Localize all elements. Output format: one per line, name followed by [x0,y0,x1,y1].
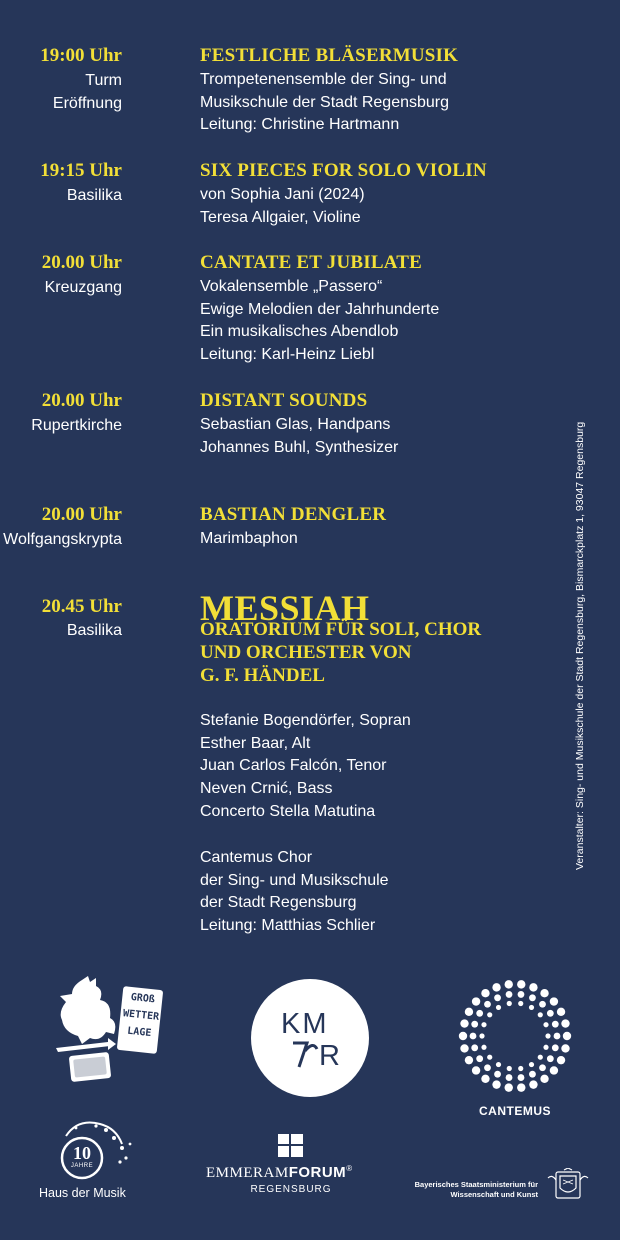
cantemus-dot [529,1062,534,1067]
grosswetterlage-text: GROß WETTER LAGE [122,991,160,1040]
emmeramforum-name-b: FORUM [288,1164,347,1181]
soloist-line: Stefanie Bogendörfer, Sopran [200,712,411,729]
event-venue-note: Eröffnung [52,95,122,112]
cantemus-dot [529,994,536,1001]
event-venue: Turm [85,72,122,89]
cantemus-dot [561,1044,569,1052]
kmr-logo [251,979,369,1097]
cantemus-dot [561,1019,569,1027]
emmeramforum-logo [206,1132,376,1202]
event-venue: Basilika [66,622,122,639]
event-detail-line: Ewige Melodien der Jahrhunderte [200,300,440,318]
emmeramforum-city: REGENSBURG [250,1184,332,1195]
cantemus-dot [540,1075,548,1083]
cantemus-dot [543,1045,548,1050]
cantemus-dot [472,997,480,1005]
cantemus-dot [529,983,537,991]
event-time: 20.00 Uhr [41,504,122,525]
choir-line: Leitung: Matthias Schlier [200,917,376,935]
event-title: BASTIAN DENGLER [200,504,387,525]
cantemus-dot [517,1083,525,1091]
cantemus-dot [517,980,525,988]
cantemus-dot [518,1074,525,1081]
cantemus-dot [460,1019,468,1027]
cantemus-dot [460,1044,468,1052]
event-detail-line: von Sophia Jani (2024) [200,186,365,203]
cantemus-dot [547,1055,554,1062]
ministry-text: Bayerisches Staatsministerium für Wissenschaft und Kunst [414,1180,538,1199]
cantemus-dot [506,1074,513,1081]
event-title: SIX PIECES FOR SOLO VIOLIN [200,160,487,181]
cantemus-dot [471,1044,478,1051]
cantemus-dot [543,1022,548,1027]
event-details [200,184,365,229]
cantemus-dot [487,1012,492,1017]
event-detail-line: Vokalensemble „Passero“ [200,278,383,295]
cantemus-dot [492,1080,500,1088]
soloist-line: Neven Crnić, Bass [200,780,333,798]
event-detail-line: Trompetenensemble der Sing- und [200,71,447,88]
messiah-soloists [200,710,411,824]
messiah-subtitle [200,618,481,687]
event-detail-line: Marimbaphon [200,530,298,547]
cantemus-dot [479,1033,484,1038]
cantemus-dot [550,997,558,1005]
cantemus-dot [518,1066,523,1071]
cantemus-dot [554,1033,561,1040]
cantemus-dot [465,1008,473,1016]
cantemus-ring-icon [455,980,575,1092]
cantemus-dot [481,1045,486,1050]
cantemus-dot [550,1066,558,1074]
cantemus-dot [472,1066,480,1074]
cantemus-dot [552,1044,559,1051]
event-detail-line: Teresa Allgaier, Violine [200,208,361,226]
cantemus-dot [538,1012,543,1017]
event-detail-line: Ein musikalisches Abendlob [200,323,399,341]
cantemus-dot [545,1033,550,1038]
event-title: CANTATE ET JUBILATE [200,252,423,273]
event-title: FESTLICHE BLÄSERMUSIK [200,45,459,66]
cantemus-dot [529,1005,534,1010]
kmr-logo-bottom: R [319,1040,340,1072]
cantemus-dot [505,1083,513,1091]
emmeramforum-registered-mark: ® [346,1164,353,1173]
cantemus-dot [459,1032,467,1040]
haus-der-musik-label: Haus der Musik [39,1186,126,1200]
cantemus-dot [476,1010,483,1017]
haus-der-musik-sub: JAHRE [70,1163,94,1169]
cantemus-dot [494,994,501,1001]
event-venue: Basilika [66,187,122,204]
choir-line: Cantemus Chor [200,849,313,866]
soloist-line: Juan Carlos Falcón, Tenor [200,757,387,775]
coat-of-arms-icon [544,1168,592,1200]
ministry-logo [396,1168,596,1202]
event-detail-line: Johannes Buhl, Synthesizer [200,438,399,456]
cantemus-dot [505,980,513,988]
haus-der-musik-logo [36,1118,146,1204]
cantemus-dot [506,991,513,998]
cantemus-dot [481,989,489,997]
event-venue: Rupertkirche [31,417,122,434]
emmeramforum-name-a: EMMERAM [206,1165,289,1181]
event-details [200,414,398,459]
messiah-subtitle-line: UND ORCHESTER VON [200,642,412,663]
cantemus-dot [465,1056,473,1064]
event-venue: Wolfgangskrypta [3,531,122,548]
messiah-choir [200,847,389,938]
cantemus-dot [539,1064,546,1071]
event-details [200,528,298,551]
event-detail-line: Leitung: Karl-Heinz Liebl [200,346,375,364]
kmr-logo-top: KM [281,1008,329,1040]
organizer-note: Veranstalter: Sing- und Musikschule der Stadt Regensburg, Bismarckplatz 1, 93047 Regensburg [574,421,586,870]
emmeramforum-emblem-icon [276,1132,306,1160]
choir-line: der Sing- und Musikschule [200,871,389,889]
messiah-title: MESSIAH [200,588,370,628]
cantemus-label: CANTEMUS [479,1104,551,1118]
cantemus-dot [470,1033,477,1040]
cantemus-dot [529,1071,536,1078]
cantemus-dot [518,1001,523,1006]
cantemus-dot [539,1001,546,1008]
emmeramforum-name [206,1164,353,1182]
event-details [200,69,449,137]
event-time: 20.00 Uhr [41,390,122,411]
cantemus-dot [496,1005,501,1010]
cantemus-dot [484,1064,491,1071]
cantemus-dot [484,1001,491,1008]
event-detail-line: Sebastian Glas, Handpans [200,416,391,433]
event-time: 19:15 Uhr [40,160,122,181]
event-time: 19:00 Uhr [40,45,122,66]
messiah-subtitle-line: G. F. HÄNDEL [200,665,325,686]
cantemus-dot [487,1055,492,1060]
cantemus-dot [507,1001,512,1006]
cantemus-dot [471,1021,478,1028]
cantemus-dot [540,989,548,997]
event-detail-line: Musikschule der Stadt Regensburg [200,93,450,111]
cantemus-dot [496,1062,501,1067]
cantemus-dot [518,991,525,998]
cantemus-dot [481,1075,489,1083]
event-time: 20.00 Uhr [41,252,122,273]
cantemus-dot [547,1010,554,1017]
grosswetterlage-logo [52,972,164,1084]
cantemus-dot [492,983,500,991]
soloist-line: Concerto Stella Matutina [200,802,376,820]
kmr-mark-icon [251,979,369,1097]
cantemus-logo [455,980,575,1120]
event-venue: Kreuzgang [44,279,122,296]
event-time: 20.45 Uhr [41,596,122,617]
cantemus-dot [481,1022,486,1027]
cantemus-dot [557,1008,565,1016]
cantemus-dot [476,1055,483,1062]
cantemus-dot [557,1056,565,1064]
cantemus-dot [552,1021,559,1028]
event-title: DISTANT SOUNDS [200,390,368,411]
cantemus-dot [563,1032,571,1040]
event-detail-line: Leitung: Christine Hartmann [200,116,400,134]
cantemus-dot [507,1066,512,1071]
cantemus-dot [494,1071,501,1078]
cantemus-dot [538,1055,543,1060]
event-details [200,276,439,367]
cantemus-dot [529,1080,537,1088]
soloist-line: Esther Baar, Alt [200,734,311,752]
haus-der-musik-number: 10 [73,1143,91,1163]
messiah-subtitle-line: ORATORIUM FÜR SOLI, CHOR [200,619,482,640]
choir-line: der Stadt Regensburg [200,894,357,912]
